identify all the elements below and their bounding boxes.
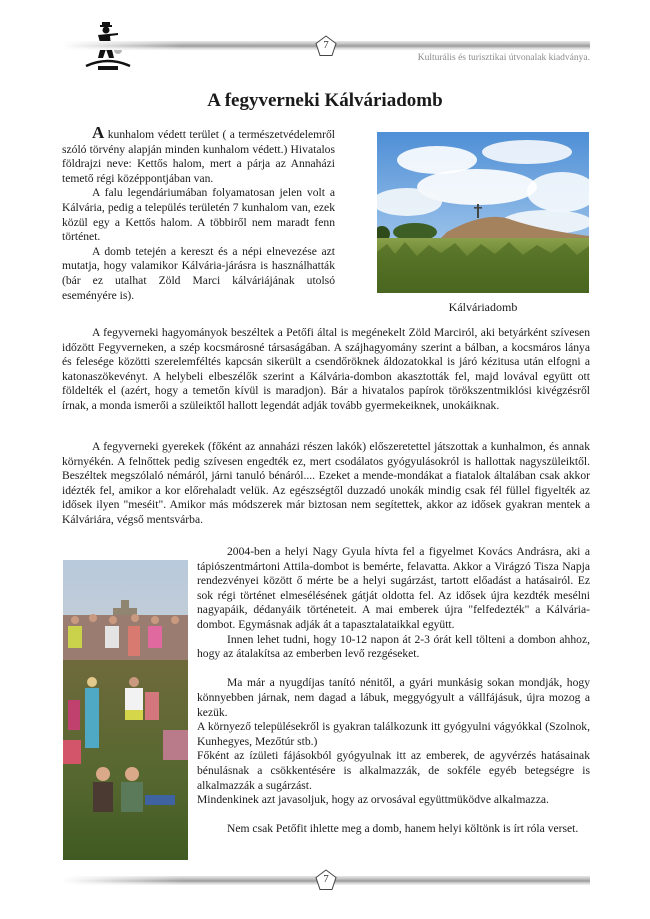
photo-caption: Kálváriadomb (448, 300, 518, 314)
paragraph-kornyezo: A környező településekről is gyakran találkozunk itt gyógyulni vágyókkal (Szolnok, Kunhegyes, Mezőtúr stb.) (197, 720, 590, 748)
header-page-number-badge (315, 35, 337, 57)
intro-paragraph-2: A falu legendáriumában folyamatosan jelen volt a Kálvária, pedig a település területén 7 kunhalom van, ezek közül egy a Kettős halom. A többiről nem maradt fenn történet. (62, 186, 335, 244)
footer-page-number: 7 (323, 873, 329, 885)
paragraph-zold-marci: A fegyverneki hagyományok beszéltek a Petőfi által is megénekelt Zöld Marciról, aki betyárként szívesen időzött Fegyverneken, a szép kocsmárosné társaságában. A szájhagyomány szerint a bálban, a kocsmáros lánya és felesége közötti szerelemféltés kapcsán sikerült a csendőröknek áldozatokkal is járó kézitusa után elfogni a katonaszökevényt. A helybeli elbeszélők szerint a Kálvária-dombon akasztották fel, majd lovával együtt ott földelték el (azért, hogy a temetőn kívül is maradjon). Bár a hivatalos papírok törökszentmiklósi kivégzésről írnak, a monda ismerői a szüleiktől hallott legendát adják tovább gyermekeiknek, unokáiknak. (62, 326, 590, 412)
footer-page-number-badge (315, 869, 337, 891)
intro-paragraph-1: A kunhalom védett terület ( a természetvédelemről szóló törvény alapján minden kunhalom védett.) Hivatalos földrajzi neve: Kettős halom, mert a párja az Annaházi temető régi középpontjában van. (62, 123, 335, 185)
paragraph-innen: Innen lehet tudni, hogy 10-12 napon át 2-3 órát kell tölteni a dombon ahhoz, hogy az átalakítsa az emberben levő rezgéseket. (197, 632, 590, 661)
article-title: A fegyverneki Kálváriadomb (207, 90, 443, 111)
paragraph-gyerekek: A fegyverneki gyerekek (főként az annaházi részen lakók) előszeretettel játszottak a kunhalmon, és annak környékén. A felnőttek pedig szívesen engedték ez, mert csodálatos gyógyulásokról is hallottak nagyszüleiktől. Beszéltek megszólaló némáról, járni tanuló bénáról.... Ezeket a mende-mondákat a fiatalok általában csak akkor idézték fel, amikor a kor előrehaladt velük. Az egészségtől duzzadó unokák mindig csak fél füllel figyelték az idősek ilyen "meséit". Amikor más módszerek már biztosan nem segítettek, akkor az idősek gyakran mentek a Kálváriára, végső mentsvárba. (62, 440, 590, 526)
paragraph-ma: Ma már a nyugdíjas tanító nénitől, a gyári munkásig sokan mondják, hogy könnyebben járnak, nem dagad a lábuk, meggyógyult a vállfájásuk, újra mozog a kezük. (197, 676, 590, 719)
drop-cap: A (92, 123, 105, 142)
crowd-on-hill-photo (63, 560, 188, 860)
paragraph-fokent: Főként az ízületi fájásokból gyógyulnak itt az emberek, de agyvérzés hatásainak bénulásnak a csökkentésére is alkalmazzák, de sokféle egyéb betegségre is alkalmazzák a sugárzást. (197, 749, 590, 792)
gyerekek-section (62, 440, 590, 528)
paragraph-petofi: Nem csak Petőfit ihlette meg a domb, hanem helyi költönk is írt róla verset. (227, 822, 579, 836)
publication-tagline: Kulturális és turisztikai útvonalak kiadványa. (417, 53, 590, 63)
intro-paragraph-3: A domb tetején a kereszt és a népi elnevezése azt mutatja, hogy valamikor Kálvária-járásra is használhatták (bár ez utalhat Zöld Marci kálváriájának utolsó eseményére is). (62, 244, 335, 302)
intro-column (62, 123, 335, 303)
paragraph-2004: 2004-ben a helyi Nagy Gyula hívta fel a figyelmet Kovács Andrásra, aki a tápiószentmártoni Attila-dombot is bemérte, felavatta. Akkor a Virágzó Tisza Napja rendezvényei között ő mérte be a helyi sugárzást, tartott előadást a hatásairól. Ez sok régi történet elmesélésének gátját oldotta fel. Az idősek újra kezdték mesélni nagyapáik, dédanyáik történeteit. A mai emberek újra "felfedezték" a Kálvária-dombot. Egymásnak adják át a tapasztalataikkal együtt. (197, 545, 590, 631)
spacer (197, 808, 590, 823)
sugarzas-section (197, 545, 590, 837)
header-page-number: 7 (323, 39, 329, 51)
zold-marci-section (62, 326, 590, 414)
kalvariadomb-photo (377, 132, 589, 293)
spacer (197, 662, 590, 677)
paragraph-mindenki: Mindenkinek azt javasoljuk, hogy az orvosával együttmüködve alkalmazza. (197, 793, 549, 807)
